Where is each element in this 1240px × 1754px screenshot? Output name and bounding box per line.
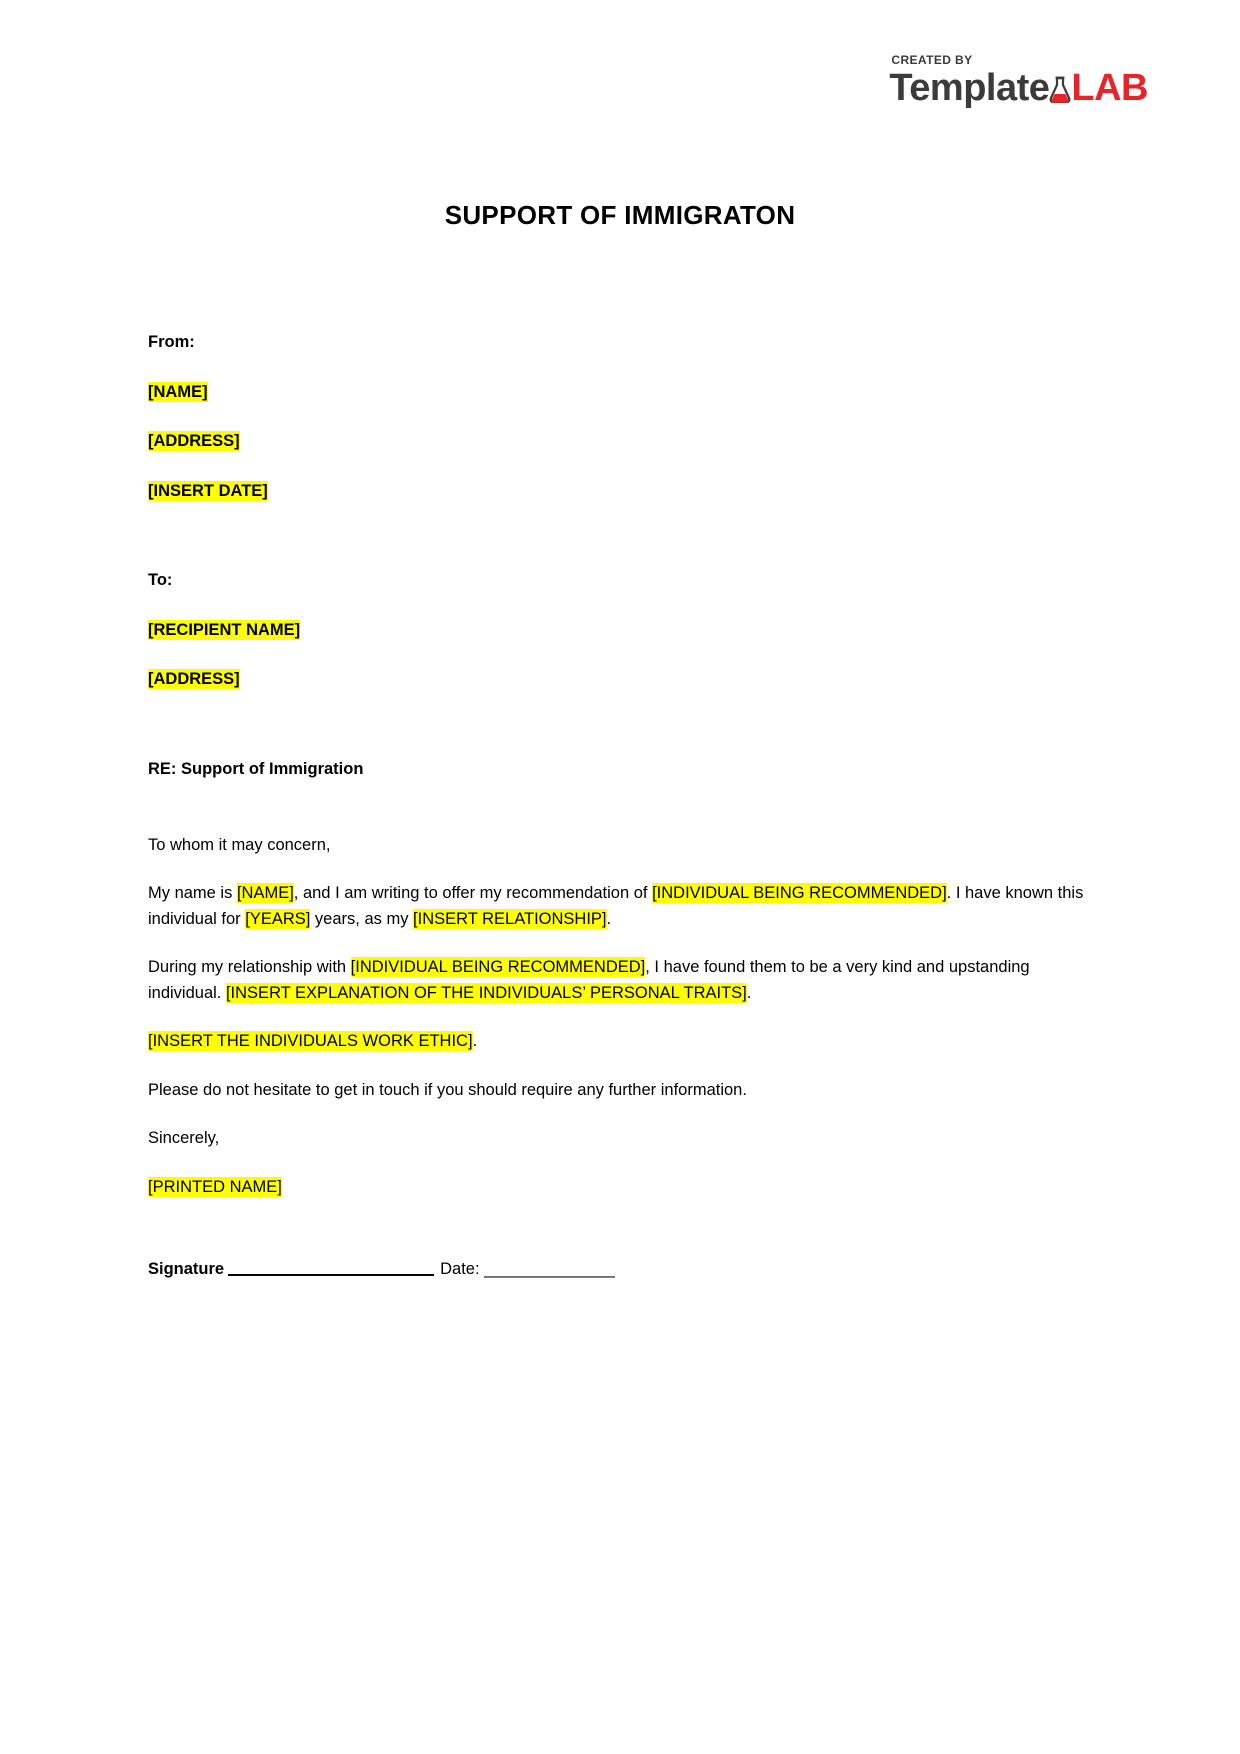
flask-icon <box>1047 75 1073 103</box>
paragraph-contact: Please do not hesitate to get in touch if you should require any further information. <box>148 1080 747 1099</box>
date-label: Date: <box>440 1259 480 1278</box>
signature-row <box>148 1257 1092 1283</box>
spacer-from-to <box>148 528 1092 568</box>
from-label: From: <box>148 333 195 351</box>
printed-name-field: [PRINTED NAME] <box>148 1178 282 1196</box>
page-title: SUPPORT OF IMMIGRATON <box>444 200 796 230</box>
signature-line[interactable] <box>228 1274 434 1276</box>
logo-wordmark <box>889 69 1148 107</box>
to-recipient-name-field: [RECIPIENT NAME] <box>148 620 301 639</box>
paragraph-work-ethic: [INSERT THE INDIVIDUALS WORK ETHIC]. <box>148 1032 478 1051</box>
date-line[interactable]: _______________ <box>484 1259 615 1278</box>
spacer-to-subject <box>148 717 1092 757</box>
from-address-field: [ADDRESS] <box>148 432 240 451</box>
to-address-field: [ADDRESS] <box>148 670 240 689</box>
logo-created-by-label: CREATED BY <box>891 53 973 67</box>
logo-brand-second: LAB <box>1071 67 1148 109</box>
templatelab-logo <box>889 54 1148 107</box>
spacer-subject-body <box>148 807 1092 833</box>
logo-brand-first: Template <box>889 67 1050 109</box>
from-date-field: [INSERT DATE] <box>148 481 268 500</box>
paragraph-introduction: My name is [NAME], and I am writing to offer my recommendation of [INDIVIDUAL BEING RECOMMENDED]. I have known this individual for [YEARS] years, as my [INSERT RELATIONSHIP]. <box>148 884 1084 928</box>
closing-sincerely: Sincerely, <box>148 1129 220 1148</box>
to-label: To: <box>148 571 173 590</box>
signature-label: Signature <box>148 1259 225 1278</box>
from-name-field: [NAME] <box>148 382 208 401</box>
salutation: To whom it may concern, <box>148 835 331 854</box>
letter-body <box>148 330 1092 1282</box>
paragraph-relationship: During my relationship with [INDIVIDUAL BEING RECOMMENDED], I have found them to be a very kind and upstanding individual. [INSERT EXPLANATION OF THE INDIVIDUALS’ PERSONAL TRAITS]. <box>148 958 1030 1002</box>
subject-line: RE: Support of Immigration <box>148 759 364 778</box>
